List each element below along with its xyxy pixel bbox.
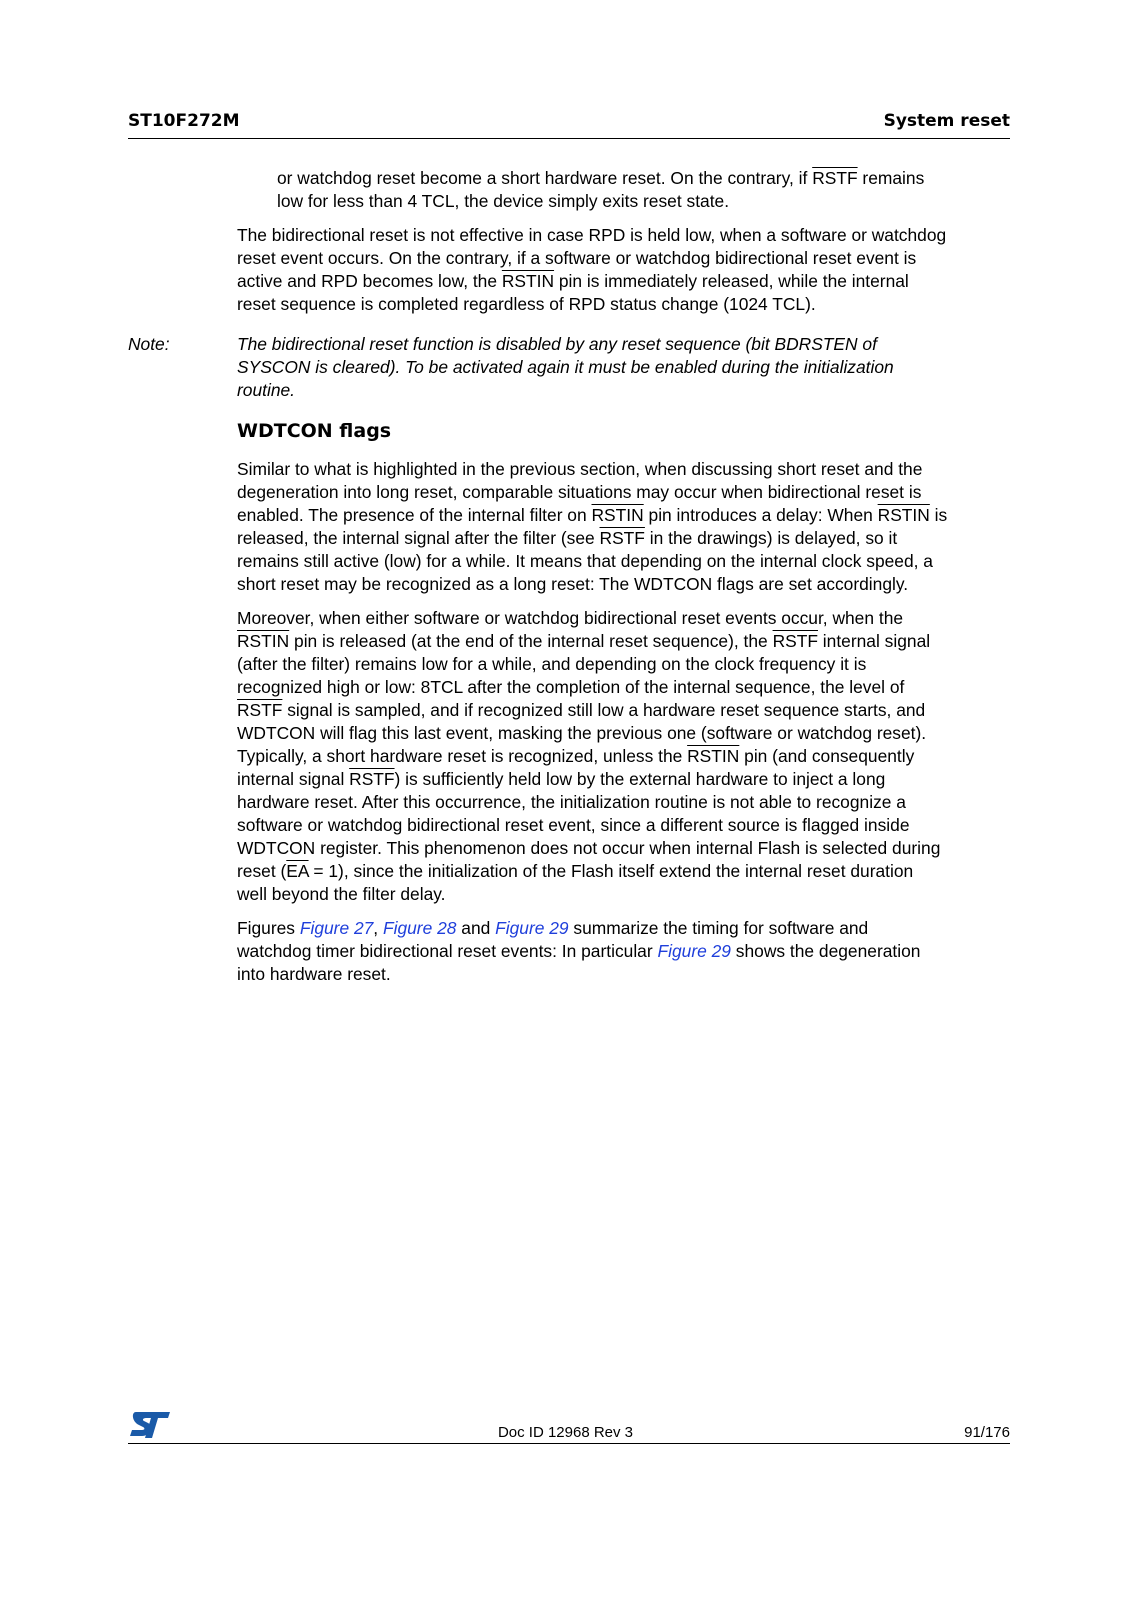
- footer-doc-id: Doc ID 12968 Rev 3: [497, 1424, 634, 1441]
- figure-29-link[interactable]: Figure 29: [495, 918, 569, 938]
- paragraph-bidirectional-reset: The bidirectional reset is not effective in case RPD is held low, when a software or watchdog reset event occurs. On the contrary, if a software or watchdog bidirectional reset event is active and RPD becomes low, the RSTIN pin is immediately released, while the internal reset sequence is completed regardless of RPD status change (1024 TCL).: [237, 225, 947, 314]
- header-section-title: System reset: [883, 111, 1010, 131]
- header-doc-title: ST10F272M: [128, 111, 240, 131]
- footer-rule: [128, 1443, 1010, 1444]
- figure-28-link[interactable]: Figure 28: [382, 918, 457, 938]
- section-heading: WDTCON flags: [237, 420, 392, 442]
- paragraph-wdtcon-1: Similar to what is highlighted in the previous section, when discussing short reset and the degeneration into long reset, comparable situations may occur when bidirectional reset is enabled. The presence of the internal filter on RSTIN pin introduces a delay: When RSTIN is released, the internal signal after the filter (see RSTF in the drawings) is delayed, so it remains still active (low) for a while. It means that depending on the internal clock speed, a short reset may be recognized as a long reset: The WDTCON flags are set accordingly.: [237, 459, 948, 594]
- note-label: Note:: [128, 334, 170, 354]
- figure-27-link[interactable]: Figure 27: [299, 918, 374, 938]
- header-rule: [128, 138, 1010, 139]
- paragraph-wdtcon-2: Moreover, when either software or watchdog bidirectional reset events occur, when the RSTIN pin is released (at the end of the internal reset sequence), the RSTF internal signal (after the filter) remains low for a while, and depending on the clock frequency it is recognized high or low: 8TCL after the completion of the internal sequence, the level of RSTF signal is sampled, and if recognized still low a hardware reset sequence starts, and WDTCON will flag this last event, masking the previous one (software or watchdog reset). Typically, a short hardware reset is recognized, unless the RSTIN pin (and consequently internal signal RSTF) is sufficiently held low by the external hardware to inject a long hardware reset. After this occurrence, the initialization routine is not able to recognize a software or watchdog bidirectional reset event, since a different source is flagged inside WDTCON register. This phenomenon does not occur when internal Flash is selected during reset $(\overline{EA} = 1)$, since the initialization of the Flash itself extend the internal reset duration well beyond the filter delay.: [237, 608, 941, 904]
- note-text: The bidirectional reset function is disabled by any reset sequence (bit BDRSTEN of SYSCON is cleared). To be activated again it must be enabled during the initialization routine.: [237, 334, 894, 400]
- paragraph-figures: Figures Figure 27, Figure 28 and Figure 29 summarize the timing for software and watchdog timer bidirectional reset events: In particular Figure 29 shows the degeneration into hardware reset.: [237, 918, 921, 984]
- footer-page-number: 91/176: [964, 1424, 1010, 1441]
- paragraph-continuation: or watchdog reset become a short hardware reset. On the contrary, if RSTF remains low for less than 4 TCL, the device simply exits reset state.: [277, 168, 925, 211]
- figure-29-link-2[interactable]: Figure 29: [657, 941, 731, 961]
